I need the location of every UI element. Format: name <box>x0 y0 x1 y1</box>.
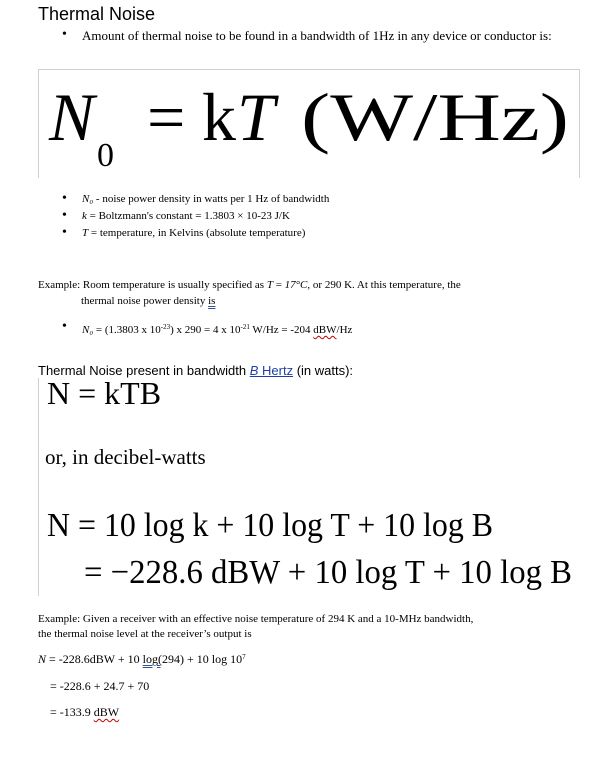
example1-calc-list <box>62 319 542 338</box>
example2-line2: the thermal noise level at the receiver’s output is <box>38 628 252 640</box>
bullet-icon: • <box>62 27 67 42</box>
calc-text: /Hz <box>336 324 353 336</box>
definition-text: - noise power density in watts per 1 Hz of bandwidth <box>93 193 330 205</box>
grammar-flag-is[interactable]: is <box>208 295 216 307</box>
calc-exponent: -21 <box>240 323 250 331</box>
bullet-icon: • <box>62 319 67 334</box>
definition-item-n0 <box>62 191 542 208</box>
example1-line2 <box>38 293 578 309</box>
calc-n0-symbol: N₀ <box>82 324 94 336</box>
definition-text: = Boltzmann's constant = 1.3803 × 10-23 J/K <box>86 210 290 222</box>
calc-text: 294) + 10 log 10 <box>162 652 243 666</box>
calc-n-symbol: N <box>38 652 47 666</box>
example2-calc3 <box>50 705 119 720</box>
formula-n0-lhs: N <box>49 79 95 155</box>
formula-n0-sub: 0 <box>97 137 114 174</box>
bullet-icon: • <box>62 225 67 240</box>
calc-text: W/Hz = -204 <box>249 324 314 336</box>
example1-text: Example: Room temperature is usually specified as <box>38 279 267 291</box>
example1-calc-item <box>62 319 542 338</box>
calc-exponent: 7 <box>242 653 246 661</box>
section2-text: (in watts): <box>293 363 354 378</box>
formula-db-line1: N = 10 log k + 10 log T + 10 log B <box>47 507 493 544</box>
formula-n0 <box>39 70 579 178</box>
page-title: Thermal Noise <box>38 4 156 24</box>
example1-paragraph <box>38 277 578 309</box>
grammar-flag-log[interactable]: log( <box>142 652 163 666</box>
definition-text: = temperature, in Kelvins (absolute temperature) <box>88 227 306 239</box>
calc-text: = -133.9 <box>50 705 94 719</box>
section2-text: Thermal Noise present in bandwidth <box>38 363 250 378</box>
definitions-list <box>62 191 542 242</box>
definition-symbol: k <box>82 210 87 222</box>
calc-text: ) x 290 = 4 x 10 <box>170 324 241 336</box>
formula-n0-k: k <box>202 79 236 155</box>
formula-ntb <box>39 378 579 596</box>
spelling-flag-dbw[interactable]: dBW <box>313 324 337 336</box>
formula-n0-unit: (W/Hz) <box>301 79 569 155</box>
example2-calc1 <box>38 652 246 667</box>
formula-ntb-box <box>38 378 579 596</box>
intro-list <box>62 27 552 43</box>
definition-item-k <box>62 208 542 225</box>
example1-text: = <box>272 279 285 291</box>
section2-b-symbol[interactable]: B <box>249 363 259 378</box>
formula-n0-eq: = <box>147 79 186 155</box>
example1-text: , or 290 K. At this temperature, the <box>307 279 461 291</box>
definition-item-t <box>62 225 542 242</box>
example1-temp: 17°C <box>284 279 308 291</box>
example2-calc2: = -228.6 + 24.7 + 70 <box>50 679 150 693</box>
formula-or-text: or, in decibel-watts <box>45 445 206 469</box>
formula-n0-box <box>38 69 580 178</box>
formula-n0-t: T <box>237 79 275 155</box>
definition-symbol: N₀ <box>82 193 94 205</box>
example1-t-symbol: T <box>266 279 273 291</box>
calc-exponent: -23 <box>160 323 171 331</box>
spelling-flag-dbw[interactable]: dBW <box>93 705 120 719</box>
bullet-icon: • <box>62 208 67 223</box>
calc-text: = -228.6dBW + 10 <box>46 652 143 666</box>
formula-db-line2: = −228.6 dBW + 10 log T + 10 log B <box>84 554 572 591</box>
bullet-icon: • <box>62 191 67 206</box>
section2-hertz-link[interactable]: Hertz <box>258 363 294 378</box>
example1-text: thermal noise power density <box>81 295 209 307</box>
example2-paragraph <box>38 612 578 642</box>
definition-symbol: T <box>82 227 89 239</box>
intro-text: Amount of thermal noise to be found in a bandwidth of 1Hz in any device or conductor is: <box>82 28 552 43</box>
intro-item <box>62 27 552 43</box>
section2-heading <box>38 363 353 378</box>
example1-line1 <box>38 277 578 293</box>
formula-n-ktb: N = kTB <box>47 378 162 411</box>
example2-line1: Example: Given a receiver with an effective noise temperature of 294 K and a 10-MHz bandwidth, <box>38 613 474 625</box>
calc-text: = (1.3803 x 10 <box>93 324 161 336</box>
